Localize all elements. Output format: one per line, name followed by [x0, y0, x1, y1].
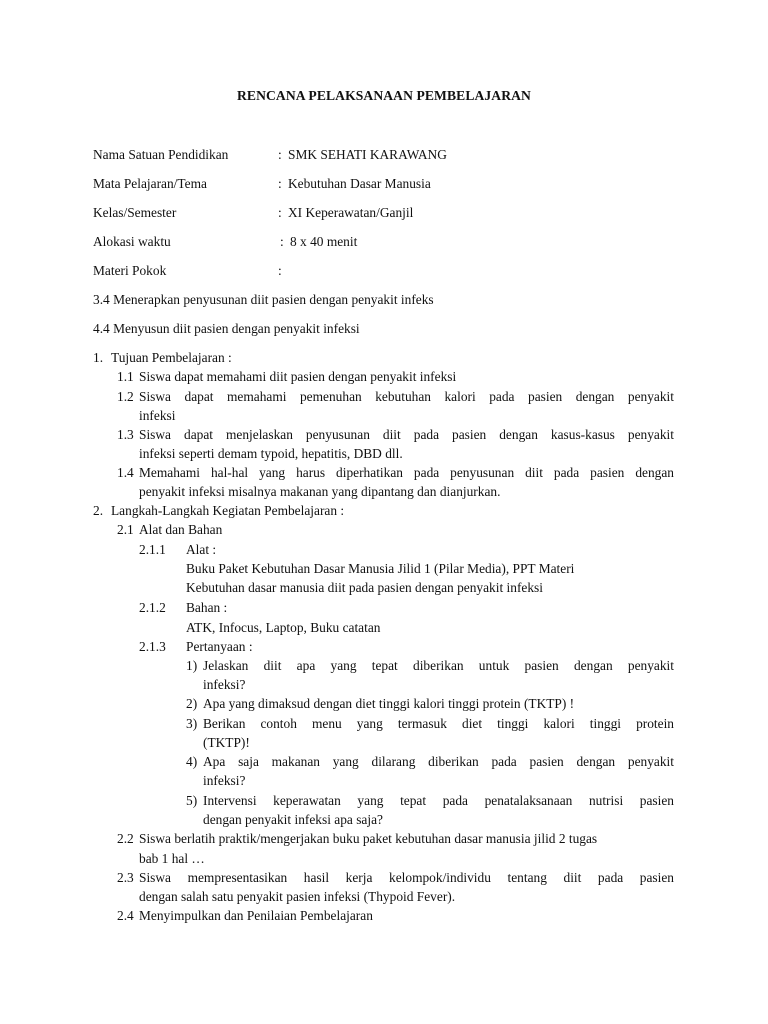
- item-number: 2.3: [117, 870, 134, 885]
- item-number: 2.4: [117, 908, 134, 923]
- info-label: Alokasi waktu: [93, 234, 171, 249]
- info-separator: :: [278, 147, 282, 162]
- section-1-number: 1.: [93, 350, 104, 365]
- question-text-continued: (TKTP)!: [203, 735, 250, 750]
- info-separator: :: [278, 205, 282, 220]
- info-label: Kelas/Semester: [93, 205, 177, 220]
- question-number: 3): [186, 716, 198, 731]
- info-label: Nama Satuan Pendidikan: [93, 147, 229, 162]
- step-text: Menyimpulkan dan Penilaian Pembelajaran: [139, 908, 373, 923]
- question-number: 2): [186, 696, 198, 711]
- question-text: Jelaskan diit apa yang tepat diberikan untuk pasien dengan penyakit: [203, 658, 674, 673]
- info-value: Kebutuhan Dasar Manusia: [288, 176, 431, 191]
- item-number: 2.1: [117, 522, 134, 537]
- document-title: RENCANA PELAKSANAAN PEMBELAJARAN: [237, 88, 531, 103]
- item-number: 1.1: [117, 369, 134, 384]
- info-separator: :: [278, 263, 282, 278]
- item-number: 1.3: [117, 427, 134, 442]
- question-text-continued: infeksi?: [203, 773, 246, 788]
- alat-text: Buku Paket Kebutuhan Dasar Manusia Jilid 1 (Pilar Media), PPT Materi: [186, 561, 575, 576]
- kd-4-4: 4.4 Menyusun diit pasien dengan penyakit infeksi: [93, 321, 360, 336]
- bahan-text: ATK, Infocus, Laptop, Buku catatan: [186, 620, 381, 635]
- subsection-title: Alat dan Bahan: [139, 522, 223, 537]
- info-separator: :: [278, 176, 282, 191]
- step-text: Siswa mempresentasikan hasil kerja kelompok/individu tentang diit pada pasien: [139, 870, 674, 885]
- question-number: 4): [186, 754, 198, 769]
- info-separator: :: [280, 234, 284, 249]
- subsection-title: Pertanyaan :: [186, 639, 253, 654]
- step-text-continued: bab 1 hal …: [139, 851, 205, 866]
- objective-text: Siswa dapat memahami pemenuhan kebutuhan kalori pada pasien dengan penyakit: [139, 389, 674, 404]
- item-number: 2.1.3: [139, 639, 166, 654]
- step-text-continued: dengan salah satu penyakit pasien infeksi (Thypoid Fever).: [139, 889, 456, 904]
- objective-text: Siswa dapat menjelaskan penyusunan diit pada pasien dengan kasus-kasus penyakit: [139, 427, 674, 442]
- info-value: 8 x 40 menit: [290, 234, 358, 249]
- section-1-title: Tujuan Pembelajaran :: [111, 350, 232, 365]
- info-label: Materi Pokok: [93, 263, 167, 278]
- info-label: Mata Pelajaran/Tema: [93, 176, 207, 191]
- question-text: Apa yang dimaksud dengan diet tinggi kalori tinggi protein (TKTP) !: [203, 696, 575, 711]
- item-number: 2.1.1: [139, 542, 166, 557]
- objective-text: Siswa dapat memahami diit pasien dengan penyakit infeksi: [139, 369, 457, 384]
- question-text-continued: dengan penyakit infeksi apa saja?: [203, 812, 383, 827]
- item-number: 2.1.2: [139, 600, 166, 615]
- info-value: XI Keperawatan/Ganjil: [288, 205, 414, 220]
- alat-text-continued: Kebutuhan dasar manusia diit pada pasien dengan penyakit infeksi: [186, 580, 543, 595]
- question-text: Apa saja makanan yang dilarang diberikan pada pasien dengan penyakit: [203, 754, 674, 769]
- section-2-number: 2.: [93, 503, 104, 518]
- kd-3-4: 3.4 Menerapkan penyusunan diit pasien dengan penyakit infeks: [93, 292, 434, 307]
- subsection-title: Alat :: [186, 542, 217, 557]
- info-value: SMK SEHATI KARAWANG: [288, 147, 447, 162]
- question-number: 5): [186, 793, 198, 808]
- objective-text-continued: infeksi seperti demam typoid, hepatitis, DBD dll.: [139, 446, 403, 461]
- item-number: 1.2: [117, 389, 134, 404]
- section-2-title: Langkah-Langkah Kegiatan Pembelajaran :: [111, 503, 345, 518]
- subsection-title: Bahan :: [186, 600, 228, 615]
- question-text: Intervensi keperawatan yang tepat pada penatalaksanaan nutrisi pasien: [203, 793, 674, 808]
- objective-text-continued: infeksi: [139, 408, 176, 423]
- objective-text: Memahami hal-hal yang harus diperhatikan pada penyusunan diit pada pasien dengan: [139, 465, 674, 480]
- question-number: 1): [186, 658, 198, 673]
- item-number: 2.2: [117, 831, 134, 846]
- question-text: Berikan contoh menu yang termasuk diet tinggi kalori tinggi protein: [203, 716, 674, 731]
- objective-text-continued: penyakit infeksi misalnya makanan yang dipantang dan dianjurkan.: [139, 484, 501, 499]
- item-number: 1.4: [117, 465, 134, 480]
- step-text: Siswa berlatih praktik/mengerjakan buku paket kebutuhan dasar manusia jilid 2 tugas: [139, 831, 598, 846]
- question-text-continued: infeksi?: [203, 677, 246, 692]
